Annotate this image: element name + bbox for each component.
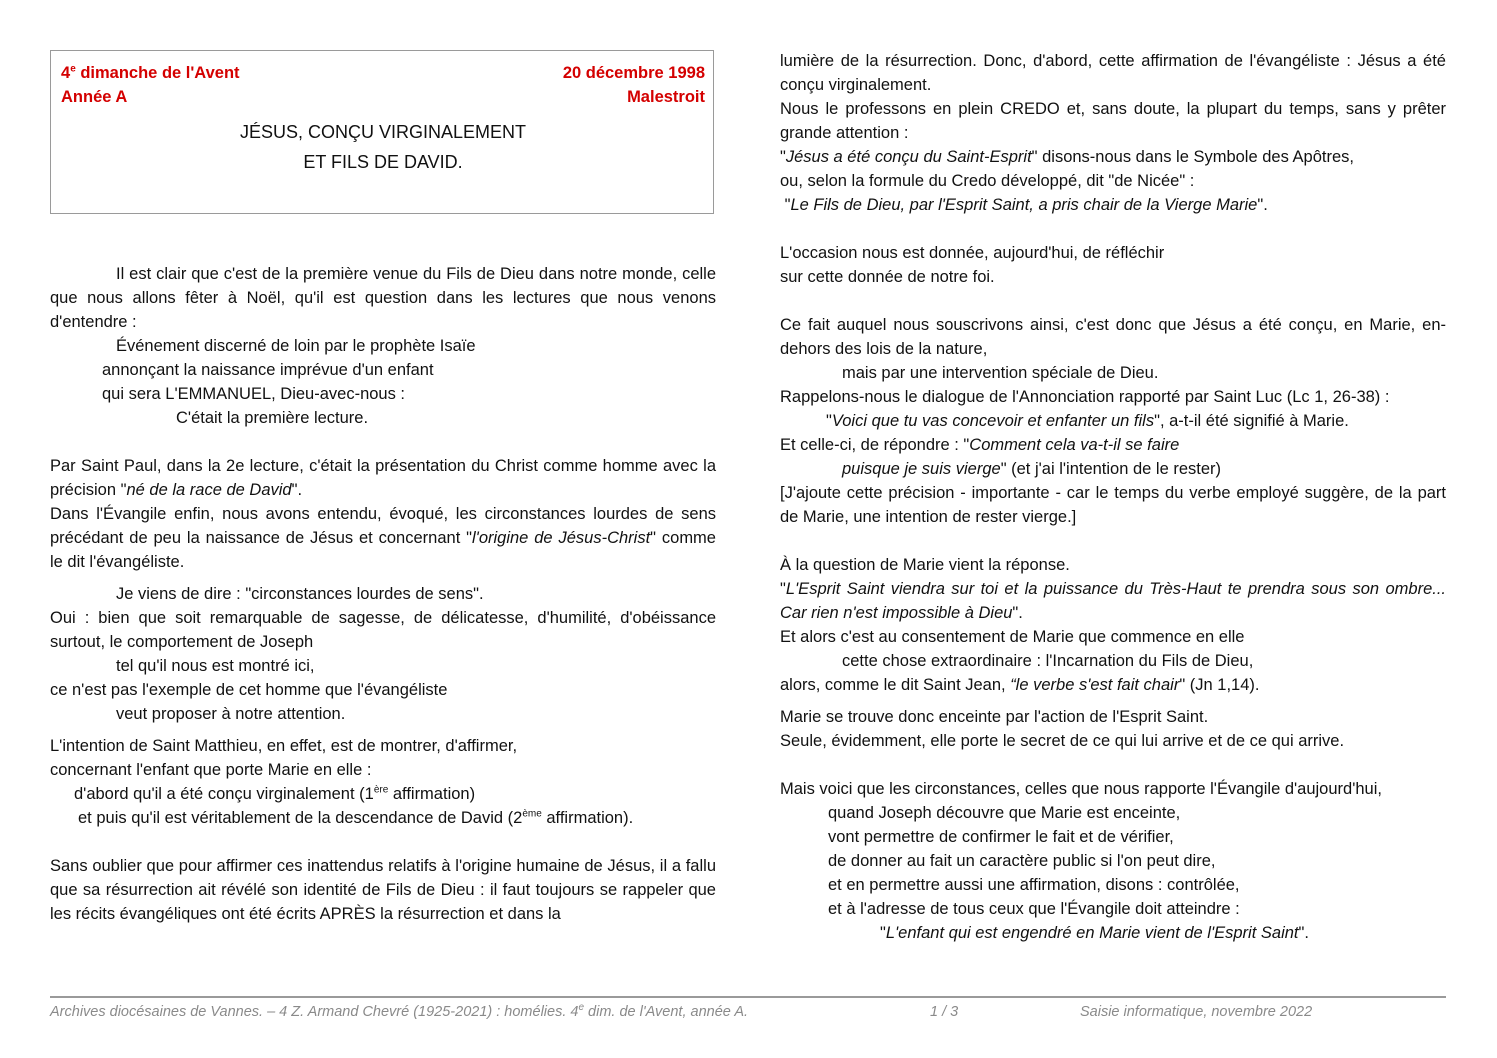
text-line: "Voici que tu vas concevoir et enfanter un fils", a-t-il été signifié à Marie. bbox=[826, 412, 1349, 430]
sermon-date: 20 décembre 1998 bbox=[562, 64, 705, 82]
text-line: Événement discerné de loin par le prophète Isaïe bbox=[116, 337, 476, 355]
right-column bbox=[780, 49, 1446, 945]
page-number: 1 / 3 bbox=[930, 1004, 959, 1020]
paragraph: Sans oublier que pour affirmer ces inattendus relatifs à l'origine humaine de Jésus, il a fallu que sa résurrection ait révélé son identité de Fils de Dieu : il faut toujours se rappeler que les récits évangéliques ont été écrits APRÈS la résurrection et dans la bbox=[50, 857, 716, 923]
paragraph: [J'ajoute cette précision - importante - car le temps du verbe employé suggère, de la part de Marie, une intention de rester vierge.] bbox=[780, 484, 1446, 526]
text-line: Mais voici que les circonstances, celles que nous rapporte l'Évangile d'aujourd'hui, bbox=[780, 780, 1382, 798]
text-line: Seule, évidemment, elle porte le secret de ce qui lui arrive et de ce qui arrive. bbox=[780, 732, 1345, 750]
text-line: "Jésus a été conçu du Saint-Esprit" disons-nous dans le Symbole des Apôtres, bbox=[780, 148, 1354, 166]
text-line: Rappelons-nous le dialogue de l'Annonciation rapporté par Saint Luc (Lc 1, 26-38) : bbox=[780, 388, 1390, 406]
paragraph: Nous le professons en plein CREDO et, sans doute, la plupart du temps, sans y prêter grande attention : bbox=[780, 100, 1446, 142]
text-line: ce n'est pas l'exemple de cet homme que l'évangéliste bbox=[50, 681, 448, 699]
text-line: C'était la première lecture. bbox=[176, 409, 369, 427]
text-line: L'occasion nous est donnée, aujourd'hui, de réfléchir bbox=[780, 244, 1165, 262]
text-line: vont permettre de confirmer le fait et de vérifier, bbox=[828, 828, 1174, 846]
text-line: et en permettre aussi une affirmation, disons : contrôlée, bbox=[828, 876, 1240, 894]
paragraph: Ce fait auquel nous souscrivons ainsi, c'est donc que Jésus a été conçu, en Marie, en-dehors des lois de la nature, bbox=[780, 316, 1446, 358]
text-line: ou, selon la formule du Credo développé, dit "de Nicée" : bbox=[780, 172, 1195, 190]
text-line: À la question de Marie vient la réponse. bbox=[780, 556, 1070, 574]
text-line: de donner au fait un caractère public si l'on peut dire, bbox=[828, 852, 1216, 870]
text-line: quand Joseph découvre que Marie est enceinte, bbox=[828, 804, 1181, 822]
header-box bbox=[50, 50, 714, 214]
paragraph: lumière de la résurrection. Donc, d'abord, cette affirmation de l'évangéliste : Jésus a été conçu virginalement. bbox=[780, 52, 1446, 94]
text-line: sur cette donnée de notre foi. bbox=[780, 268, 995, 286]
text-line: Et alors c'est au consentement de Marie que commence en elle bbox=[780, 628, 1245, 646]
footer-divider bbox=[50, 996, 1446, 998]
paragraph: Dans l'Évangile enfin, nous avons entendu, évoqué, les circonstances lourdes de sens précédant de peu la naissance de Jésus et concernant "l'origine de Jésus-Christ" comme le dit l'évangéliste. bbox=[50, 505, 716, 571]
left-column bbox=[50, 262, 716, 926]
paragraph: "L'Esprit Saint viendra sur toi et la puissance du Très-Haut te prendra sous son ombre... Car rien n'est impossible à Dieu". bbox=[780, 580, 1446, 622]
text-line: d'abord qu'il a été conçu virginalement (1ère affirmation) bbox=[74, 784, 476, 803]
header-row-2 bbox=[61, 85, 705, 109]
text-line: Et celle-ci, de répondre : "Comment cela va-t-il se faire bbox=[780, 436, 1180, 454]
page-title: JÉSUS, CONÇU VIRGINALEMENT ET FILS DE DAVID. bbox=[239, 122, 527, 172]
text-line: concernant l'enfant que porte Marie en elle : bbox=[50, 761, 372, 779]
paragraph: Il est clair que c'est de la première venue du Fils de Dieu dans notre monde, celle que nous allons fêter à Noël, qu'il est question dans les lectures que nous venons d'entendre : bbox=[50, 265, 716, 331]
text-line: puisque je suis vierge" (et j'ai l'intention de le rester) bbox=[842, 460, 1222, 478]
text-line: alors, comme le dit Saint Jean, “le verbe s'est fait chair" (Jn 1,14). bbox=[780, 676, 1260, 694]
text-line: et puis qu'il est véritablement de la descendance de David (2ème affirmation). bbox=[78, 808, 634, 827]
text-line: cette chose extraordinaire : l'Incarnation du Fils de Dieu, bbox=[842, 652, 1254, 670]
text-line: "Le Fils de Dieu, par l'Esprit Saint, a pris chair de la Vierge Marie". bbox=[780, 196, 1268, 214]
text-line: veut proposer à notre attention. bbox=[116, 705, 346, 723]
text-line: annonçant la naissance imprévue d'un enfant bbox=[102, 361, 434, 379]
header-row-1 bbox=[61, 61, 705, 85]
sermon-place: Malestroit bbox=[627, 88, 705, 106]
liturgical-year: Année A bbox=[61, 88, 128, 106]
text-line: Marie se trouve donc enceinte par l'action de l'Esprit Saint. bbox=[780, 708, 1209, 726]
text-line: Je viens de dire : "circonstances lourdes de sens". bbox=[116, 585, 484, 603]
footer-transcription: Saisie informatique, novembre 2022 bbox=[1080, 1004, 1313, 1020]
footer-source: Archives diocésaines de Vannes. – 4 Z. Armand Chevré (1925-2021) : homélies. 4e dim. de l'Avent, année A. bbox=[50, 1002, 749, 1020]
text-line: tel qu'il nous est montré ici, bbox=[116, 657, 315, 675]
text-line: "L'enfant qui est engendré en Marie vient de l'Esprit Saint". bbox=[880, 924, 1309, 942]
liturgical-day: 4e dimanche de l'Avent bbox=[61, 63, 240, 82]
text-line: mais par une intervention spéciale de Dieu. bbox=[842, 364, 1159, 382]
text-line: qui sera L'EMMANUEL, Dieu-avec-nous : bbox=[102, 385, 406, 403]
paragraph: Oui : bien que soit remarquable de sagesse, de délicatesse, d'humilité, d'obéissance surtout, le comportement de Joseph bbox=[50, 609, 716, 651]
text-line: et à l'adresse de tous ceux que l'Évangile doit atteindre : bbox=[828, 900, 1240, 918]
paragraph: Par Saint Paul, dans la 2e lecture, c'était la présentation du Christ comme homme avec la précision "né de la race de David". bbox=[50, 457, 716, 499]
text-line: L'intention de Saint Matthieu, en effet, est de montrer, d'affirmer, bbox=[50, 737, 518, 755]
